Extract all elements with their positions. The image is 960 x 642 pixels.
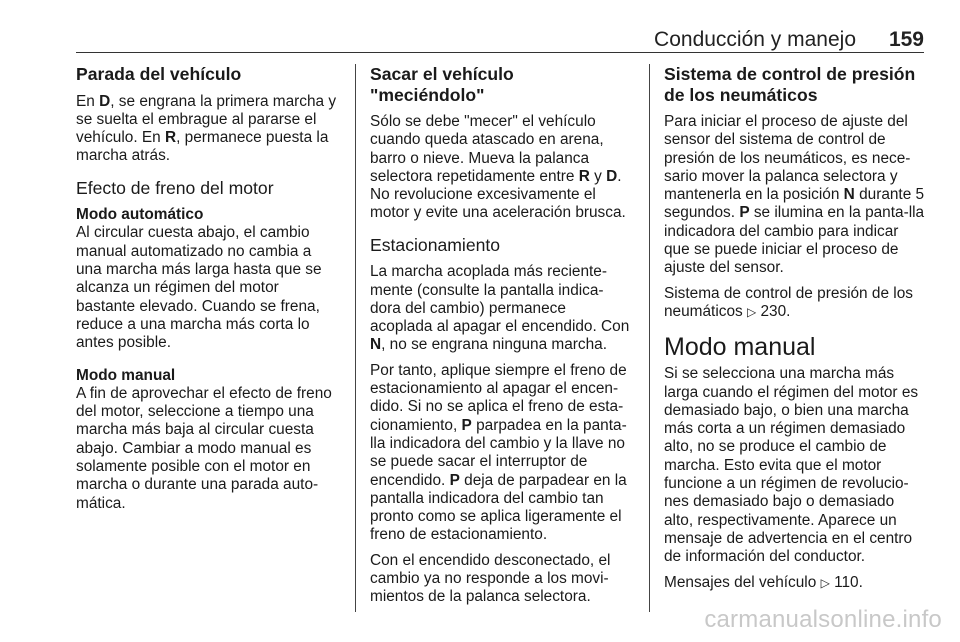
page-reference-icon: ▷ (746, 304, 757, 319)
paragraph: La marcha acoplada más reciente-mente (consulte la pantalla indica-dora del cambio) permanece acoplada al apagar el encendido. Con N, no se engrana ninguna marcha. (370, 263, 630, 354)
watermark: carmanualsonline.info (704, 606, 942, 633)
paragraph: Mensajes del vehículo ▷ 110. (664, 573, 863, 591)
paragraph: Con el encendido desconectado, el cambio ya no responde a los movi-mientos de la palanca selectora. (370, 551, 611, 606)
column-1 (76, 64, 338, 520)
paragraph: Por tanto, aplique siempre el freno de estacionamiento al apagar el encen-dido. Si no se aplica el freno de esta-cionamiento, P parpadea en la panta-lla indicadora del cambio y la llave no se puede sacar el interruptor de encendido. P deja de parpadear en la pantalla indicadora del cambio tan pronto como se aplica ligeramente el freno de estacionamiento. (370, 361, 627, 544)
column-divider (355, 64, 356, 612)
page-number: 159 (888, 28, 924, 51)
paragraph: En D, se engrana la primera marcha y se suelta el embrague al pararse el vehículo. En R, permanece puesta la marcha atrás. (76, 92, 337, 165)
section-title: Estacionamiento (370, 234, 501, 255)
section-title: Efecto de freno del motor (76, 177, 274, 198)
section-title: Sistema de control de presión de los neumáticos (664, 64, 916, 105)
page-reference-icon: ▷ (820, 575, 830, 590)
section-title: Sacar el vehículo "meciéndolo" (370, 64, 514, 105)
page-header (76, 26, 924, 53)
paragraph: Si se selecciona una marcha más larga cuando el régimen del motor es demasiado bajo, o bien una marcha más corta a un régimen demasiado alto, no se produce el cambio de marcha. Esto evita que el motor funcione a un régimen de revolucio-nes demasiado bajo o demasiado alto, respectivamente. Aparece un mensaje de advertencia en el centro de información del conductor. (664, 365, 919, 566)
column-divider (649, 64, 650, 612)
column-3 (664, 64, 926, 599)
paragraph: Al circular cuesta abajo, el cambio manual automatizado no cambia a una marcha más larga hasta que se alcanza un régimen del motor bastante elevado. Cuando se frena, reduce a una marcha más corta lo antes posible. (76, 224, 322, 352)
page-reference[interactable]: 230. (760, 302, 791, 320)
subsection-title: Modo manual (76, 366, 176, 384)
paragraph: Sistema de control de presión de los neumáticos ▷ 230. (664, 284, 913, 320)
page-reference[interactable]: 110. (834, 573, 863, 591)
paragraph: A fin de aprovechar el efecto de freno del motor, seleccione a tiempo una marcha más baja al circular cuesta abajo. Cambiar a modo manual es solamente posible con el motor en marcha o durante una parada auto-mática. (76, 384, 332, 512)
subsection-title: Modo automático (76, 206, 204, 224)
paragraph: Para iniciar el proceso de ajuste del sensor del sistema de control de presión de los neumáticos, es nece-sario mover la palanca selectora y mantenerla en la posición N durante 5 segundos. P se ilumina en la panta-lla indicadora del cambio para indicar que se puede iniciar el proceso de ajuste del sensor. (664, 113, 925, 277)
section-title: Parada del vehículo (76, 64, 242, 84)
chapter-title: Conducción y manejo (654, 28, 856, 51)
paragraph: Sólo se debe "mecer" el vehículo cuando queda atascado en arena, barro o nieve. Mueva la palanca selectora repetidamente entre R y D. No revolucione excesivamente el motor y evite una aceleración brusca. (370, 113, 626, 222)
chapter-section-title: Modo manual (664, 333, 816, 362)
column-2 (370, 64, 632, 614)
